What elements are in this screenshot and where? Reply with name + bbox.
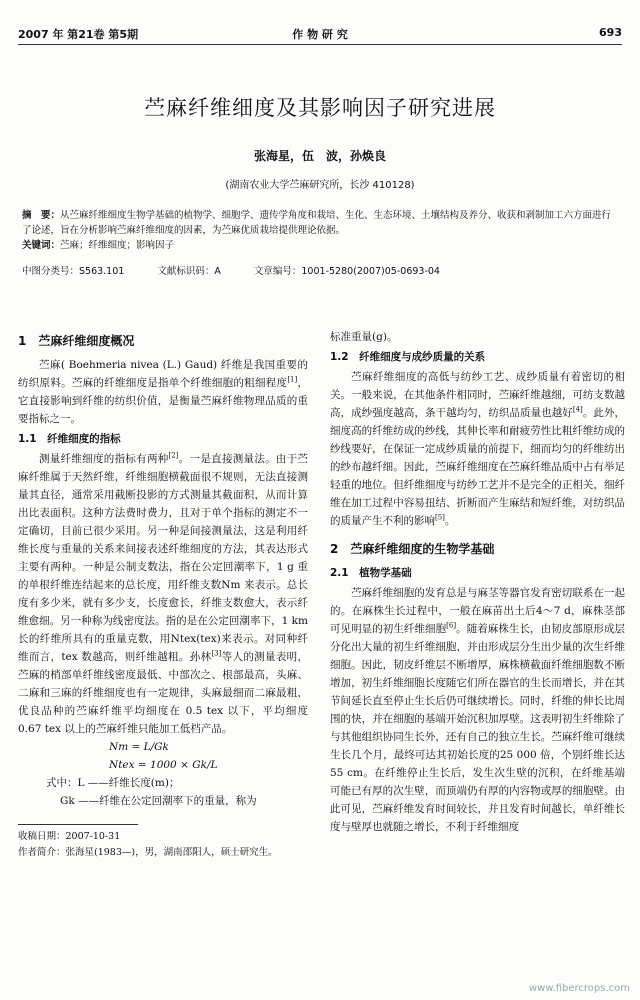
formula-ntex: Ntex = 1000 × Gk/L [109,759,218,771]
journal-issue: 2007 年 第21卷 第5期 [18,28,139,41]
citation[interactable]: [4] [572,405,583,414]
abstract-block [22,208,616,253]
paper-affiliation: (湖南农业大学苎麻研究所，长沙 410128) [225,180,415,191]
classification-line [22,263,616,277]
citation[interactable]: [3] [211,649,222,658]
document-code: 文献标识码：A [157,266,221,277]
keywords-label: 关键词： [22,240,61,251]
footnote-rule [18,824,138,825]
keywords-value: 苎麻；纤维细度；影响因子 [60,240,175,251]
header-rule [18,44,622,45]
abstract-text [22,208,616,238]
author-bio: 作者简介：张海星(1983—)，男，湖南邵阳人，硕士研究生。 [18,847,278,858]
paper-title: 苎麻纤维细度及其影响因子研究进展 [144,96,496,120]
formula-nm: Nm = L/Gk [109,741,169,753]
citation[interactable]: [2] [168,451,179,460]
journal-name: 作 物 研 究 [292,28,348,41]
paragraph: 苎麻纤维细度的高低与纺纱工艺、成纱质量有着密切的相关。一般来说，在其他条件相同时，苎麻纤维越细，可纺支数越高，成纱强度越高，条干越均匀，纺织品质量也越好[4]。此外，细度高的纤维纺成的纱线，其伸长率和耐疲劳性比粗纤维纺成的纱线要好，在保证一定成纱质量的前提下，细而均匀的纤维纺出的纱布越纤细。因此，苎麻纤维细度在苎麻纤维品质中占有举足轻重的地位。但纤维细度与纺纱工艺并不是完全的正相关，细纤维在加工过程中容易扭结、折断而产生麻结和短纤维，对纺织品的质量产生不利的影响[5]。 [330,371,625,527]
article-number: 文章编号：1001-5280(2007)05-0693-04 [253,266,440,277]
formula-legend-gk: Gk ——纤维在公定回潮率下的重量，称为 [60,795,257,807]
formula-legend-l: 式中：L ——纤维长度(m)； [46,777,180,789]
citation[interactable]: [1] [287,375,298,384]
keywords-line [22,238,616,253]
running-header [18,26,622,42]
section-1-2-heading: 1.2 纤维细度与成纱质量的关系 [330,351,486,363]
section-1-heading: 1 苎麻纤维细度概况 [18,334,135,348]
section-2-1-heading: 2.1 植物学基础 [330,567,412,579]
abstract-label: 摘 要： [22,210,61,221]
abstract-body: 从苎麻纤维细度生物学基础的植物学、细胞学、遗传学角度和栽培、生化、生态环境、土壤结构及养分、收获和剥制加工六方面进行了论述，旨在分析影响苎麻纤维细度的因素，为苎麻优质栽培提供理论依据。 [22,210,612,236]
watermark: www.fibercrops.com [528,983,630,994]
citation[interactable]: [5] [435,513,445,522]
received-date: 收稿日期：2007-10-31 [18,831,121,842]
right-column [330,328,625,836]
clc-number: 中图分类号：S563.101 [22,266,125,277]
citation[interactable]: [6] [446,621,457,630]
paragraph-continued: 标准重量(g)。 [330,331,398,343]
section-2-heading: 2 苎麻纤维细度的生物学基础 [330,542,495,556]
left-column [18,328,308,861]
paragraph: 苎麻纤维细胞的发育总是与麻茎等器官发育密切联系在一起的。在麻株生长过程中，一般在麻苗出土后4～7 d，麻株茎部可见明显的初生纤维细胞[6]。随着麻株生长，由韧皮部原形成层分化出大量的初生纤维细胞，并由形成层分生出少量的次生纤维细胞。因此，韧皮纤维层不断增厚，麻株横截面纤维细胞数不断增加，初生纤维细胞长度随它们所在器官的生长而增长，并在其节间延长直至停止生长后仍可继续增长。同时，纤维的伸长比周围的快，并在细胞的基端开始沉积加厚壁。这表明初生纤维除了与其他组织协同生长外，还有自己的独立生长。苎麻纤维可继续生长几个月，最终可达其初始长度的25 000 倍，个别纤维长达55 cm。在纤维停止生长后，发生次生壁的沉积，在纤维基端可能已有厚的次生壁，而顶端仍有厚的内容物或厚的细胞壁。由此可见，苎麻纤维发育时间较长，并且发育时间越长，单纤维长度与壁厚也就随之增长，不利于纤维细度 [330,587,626,833]
section-1-1-heading: 1.1 纤维细度的指标 [18,433,121,445]
paragraph: 苎麻( Boehmeria nivea (L.) Gaud) 纤维是我国重要的纺织原料。苎麻的纤维细度是指单个纤维细胞的粗细程度[1]，它直接影响到纤维的纺织价值，是衡量苎麻纤维物理品质的重要指标之一。 [18,359,309,425]
page-number: 693 [599,26,622,39]
paper-authors: 张海星，伍 波，孙焕良 [253,149,386,163]
paragraph: 测量纤维细度的指标有两种[2]。一是直接测量法。由于苎麻纤维属于天然纤维，纤维细胞横截面很不规则，无法直接测量其直径，通常采用截断投影的方式测量其截面积，从而计算出比表面积。这种方法费时费力，且对于单个指标的测定不一定确切，目前已很少采用。另一种是间接测量法，这是利用纤维长度与重量的关系来间接表述纤维细度的方法，其表达形式主要有两种。一种是公制支数法，指在公定回潮率下，1 g 重的单根纤维连结起来的总长度，用纤维支数Nm 来表示。总长度有多少米，就有多少支，长度愈长，纤维支数愈大，表示纤维愈细。另一种称为线密度法。指的是在公定回潮率下，1 km 长的纤维所具有的重量克数，用Ntex(tex)来表示。对同种纤维而言，tex 数越高，则纤维越粗。孙林[3]等人的测量表明，苎麻的梢部单纤维线密度最低、中部次之、根部最高，头麻、二麻和三麻的纤维细度也有一定规律，头麻最细而二麻最粗，优良品种的苎麻纤维平均细度在 0.5 tex 以下，平均细度 0.67 tex 以上的苎麻纤维只能加工低档产品。 [18,451,309,735]
